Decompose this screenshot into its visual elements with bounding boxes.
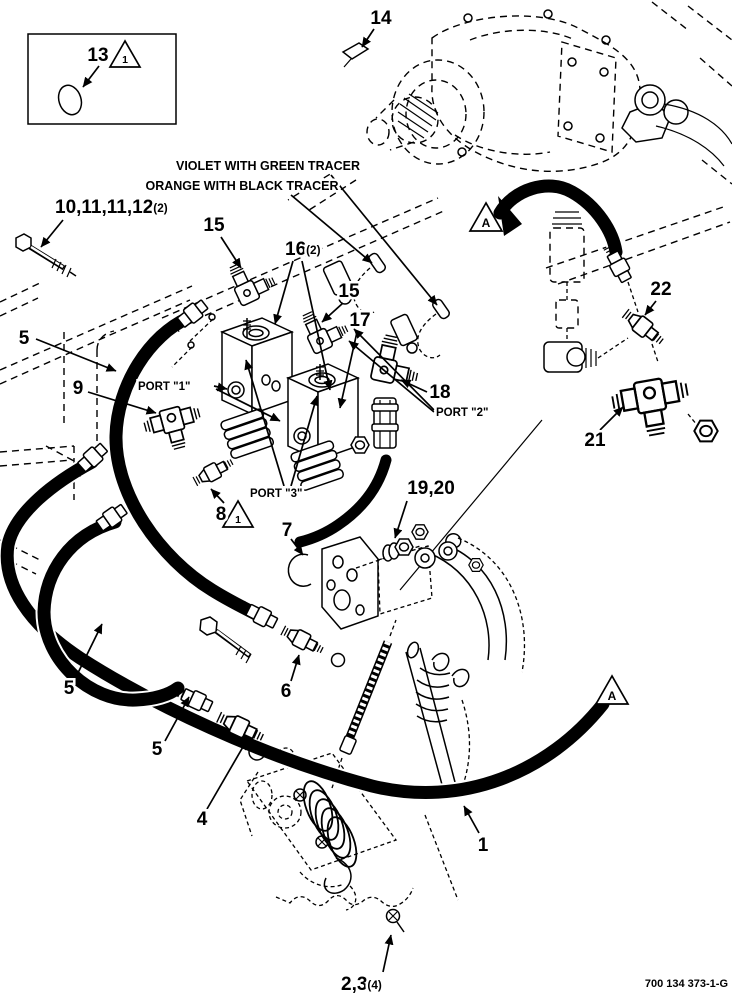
part-label-15b: 15 <box>338 281 360 302</box>
fitting-hose1-start <box>71 441 110 478</box>
leader-21 <box>600 407 623 430</box>
part-label-10-12: 10,11,11,12(2) <box>55 197 168 218</box>
leader-13 <box>83 66 99 87</box>
warning-triangle-1 <box>223 501 253 527</box>
leader-2-3 <box>383 935 391 972</box>
elbow-item15-upper <box>225 254 277 307</box>
leader-1 <box>464 806 479 833</box>
hoses <box>7 186 616 793</box>
part-label-19-20: 19,20 <box>407 478 455 499</box>
part-label-7: 7 <box>281 520 293 541</box>
drawing-number: 700 134 373-1-G <box>644 978 728 990</box>
leader-14 <box>362 29 374 47</box>
part-label-tracer-orange: ORANGE WITH BLACK TRACER <box>145 179 339 193</box>
leader-22 <box>645 301 656 315</box>
nut-small-valve <box>351 437 369 453</box>
part-label-13: 13 <box>87 45 109 66</box>
svg-text:1: 1 <box>235 514 241 526</box>
leader-16 <box>275 261 293 324</box>
elbow-item18 <box>370 334 423 388</box>
part-label-5c: 5 <box>151 739 163 760</box>
fitting-item8 <box>192 455 236 488</box>
part-label-2-3: 2,3(4) <box>341 974 382 995</box>
snap-ring-item7 <box>288 554 311 586</box>
leader-5a <box>36 339 116 371</box>
nut-item20 <box>395 539 413 555</box>
part-label-21: 21 <box>584 430 606 451</box>
nut-linkage-b <box>469 559 483 572</box>
part-label-1: 1 <box>477 835 489 856</box>
svg-text:A: A <box>481 216 491 230</box>
part-label-5b: 5 <box>63 678 75 699</box>
part-label-18: 18 <box>429 382 451 403</box>
part-label-16: 16(2) <box>285 239 321 260</box>
ground-screw <box>387 910 405 933</box>
nut-linkage-a <box>412 525 428 539</box>
part-label-15a: 15 <box>203 215 225 236</box>
pump-outlet-fittings <box>622 85 732 166</box>
part-label-tracer-violet: VIOLET WITH GREEN TRACER <box>175 159 361 173</box>
hose-pump-jumper <box>498 186 616 252</box>
part-label-5a: 5 <box>18 328 30 349</box>
wire-lead-assembly <box>276 888 413 932</box>
tee-item9 <box>142 402 206 455</box>
cap-nut-item21 <box>694 421 717 442</box>
hydraulic-pump-reference <box>343 10 732 171</box>
warning-triangle-1 <box>110 41 140 67</box>
bolt-item-lower <box>200 617 251 663</box>
part-label-4: 4 <box>196 809 208 830</box>
part-label-14: 14 <box>370 8 392 29</box>
part-label-port2: PORT "2" <box>436 407 489 419</box>
part-label-8: 8 <box>215 504 227 525</box>
part-label-port1: PORT "1" <box>138 381 191 393</box>
solenoid-cartridge-upper <box>220 408 274 459</box>
leader-19-20 <box>395 501 407 538</box>
section-marker-A <box>596 676 628 704</box>
leader-6 <box>291 655 299 681</box>
part-label-17: 17 <box>349 310 371 331</box>
leader-10-12 <box>41 220 63 247</box>
part-label-6: 6 <box>280 681 292 702</box>
leader-15b <box>322 303 343 322</box>
leader-15a <box>221 237 241 268</box>
svg-text:A: A <box>607 689 617 703</box>
part-labels <box>19 8 672 995</box>
part-label-9: 9 <box>72 378 84 399</box>
hose-item-1-long <box>7 462 603 793</box>
key-item-14 <box>343 43 368 67</box>
fitting-item22 <box>620 307 666 349</box>
part-label-22: 22 <box>650 279 672 300</box>
part-label-port3: PORT "3" <box>250 488 303 500</box>
leader-8 <box>211 489 224 503</box>
fitting-item6 <box>279 623 325 658</box>
svg-text:1: 1 <box>122 54 128 66</box>
o-ring <box>55 82 85 117</box>
elbow-item15-lower <box>298 302 350 355</box>
